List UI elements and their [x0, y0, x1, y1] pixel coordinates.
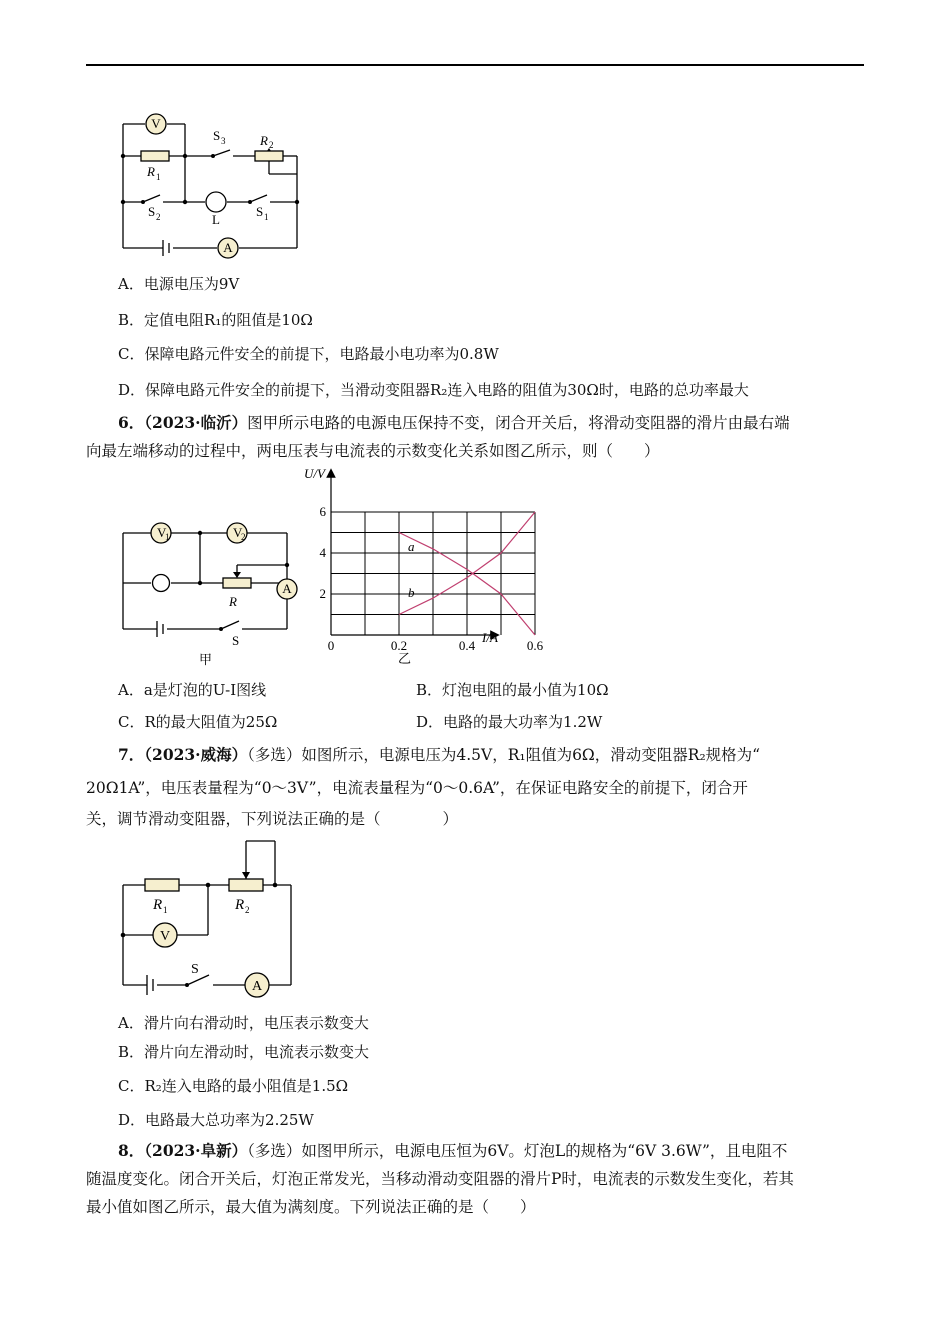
- q7-stem-line1: 7．（2023·威海）（多选）如图所示，电源电压为4.5V，R₁阻值为6Ω，滑动变阻器R₂规格为“: [118, 745, 761, 764]
- svg-text:1: 1: [264, 212, 269, 222]
- svg-text:R: R: [229, 594, 237, 609]
- q5-circuit: [115, 110, 305, 255]
- q7-option-d: D．电路最大总功率为2.25W: [118, 1111, 314, 1129]
- svg-text:R: R: [235, 897, 245, 913]
- svg-text:L: L: [212, 212, 220, 227]
- svg-text:3: 3: [221, 136, 226, 146]
- svg-text:1: 1: [165, 532, 170, 542]
- q7-option-a: A．滑片向右滑动时，电压表示数变大: [118, 1014, 369, 1032]
- q6-circuit: [115, 515, 305, 665]
- svg-text:S: S: [148, 204, 156, 219]
- y-tick-label: 4: [319, 545, 326, 560]
- svg-text:1: 1: [156, 172, 161, 182]
- svg-text:2: 2: [156, 212, 161, 222]
- header-rule: [86, 64, 864, 66]
- svg-text:2: 2: [245, 905, 250, 915]
- svg-text:A: A: [282, 581, 292, 596]
- q6-graph-caption: 乙: [398, 651, 412, 666]
- svg-text:A: A: [223, 240, 233, 255]
- q5-voltmeter-label: V: [151, 116, 161, 131]
- q6-option-b: B．灯泡电阻的最小值为10Ω: [416, 681, 609, 699]
- svg-text:2: 2: [241, 532, 246, 542]
- q6-stem-line1: 6．（2023·临沂）图甲所示电路的电源电压保持不变，闭合开关后，将滑动变阻器的滑片由最右端: [118, 413, 790, 432]
- q7-circuit: [115, 835, 305, 1000]
- q8-stem-line1: 8．（2023·阜新）（多选）如图甲所示，电源电压恒为6V。灯泡L的规格为“6V 3.6W”，且电阻不: [118, 1141, 788, 1160]
- svg-text:R: R: [147, 164, 155, 179]
- series-b-label: b: [408, 585, 415, 600]
- series-a-label: a: [408, 539, 415, 554]
- y-axis-label: U/V: [304, 466, 325, 481]
- q7-stem-line2: 20Ω1A”，电压表量程为“0～3V”，电流表量程为“0～0.6A”，在保证电路安全的前提下，闭合开: [86, 779, 748, 797]
- x-axis-label: I/A: [482, 630, 498, 645]
- svg-text:S: S: [191, 962, 199, 977]
- y-tick-label: 6: [319, 504, 326, 519]
- svg-text:S: S: [213, 128, 221, 143]
- q5-option-b: B．定值电阻R₁的阻值是10Ω: [118, 311, 313, 329]
- svg-text:V: V: [157, 525, 167, 540]
- svg-text:R: R: [260, 133, 268, 148]
- x-tick-label: 0: [327, 638, 335, 653]
- q8-stem-line2: 随温度变化。闭合开关后，灯泡正常发光，当移动滑动变阻器的滑片P时，电流表的示数发生变化，若其: [86, 1170, 794, 1188]
- q7-stem-line3: 关，调节滑动变阻器，下列说法正确的是（ ）: [86, 810, 459, 828]
- q6-graph: [300, 465, 544, 675]
- y-tick-label: 2: [319, 586, 326, 601]
- q7-option-b: B．滑片向左滑动时，电流表示数变大: [118, 1043, 370, 1061]
- q5-option-c: C．保障电路元件安全的前提下，电路最小电功率为0.8W: [118, 345, 499, 363]
- q5-option-a: A．电源电压为9V: [118, 275, 240, 293]
- x-tick-label: 0.4: [458, 638, 476, 653]
- q6-option-d: D．电路的最大功率为1.2W: [416, 713, 603, 731]
- q6-option-a: A．a是灯泡的U-I图线: [118, 681, 267, 699]
- svg-text:R: R: [153, 897, 163, 913]
- q8-stem-line3: 最小值如图乙所示，最大值为满刻度。下列说法正确的是（ ）: [86, 1198, 536, 1216]
- q5-option-d: D．保障电路元件安全的前提下，当滑动变阻器R₂连入电路的阻值为30Ω时，电路的总功率最大: [118, 381, 749, 399]
- x-tick-label: 0.2: [390, 638, 408, 653]
- q6-circuit-caption: 甲: [199, 652, 213, 667]
- svg-text:1: 1: [163, 905, 168, 915]
- svg-text:S: S: [256, 204, 264, 219]
- q6-stem-line2: 向最左端移动的过程中，两电压表与电流表的示数变化关系如图乙所示，则（ ）: [86, 442, 660, 460]
- q6-option-c: C．R的最大阻值为25Ω: [118, 713, 278, 731]
- q7-option-c: C．R₂连入电路的最小阻值是1.5Ω: [118, 1077, 349, 1095]
- x-tick-label: 0.6: [526, 638, 544, 653]
- svg-text:2: 2: [269, 140, 274, 150]
- svg-text:V: V: [233, 525, 243, 540]
- svg-text:A: A: [251, 979, 263, 994]
- svg-text:S: S: [232, 633, 240, 648]
- svg-text:V: V: [159, 929, 171, 944]
